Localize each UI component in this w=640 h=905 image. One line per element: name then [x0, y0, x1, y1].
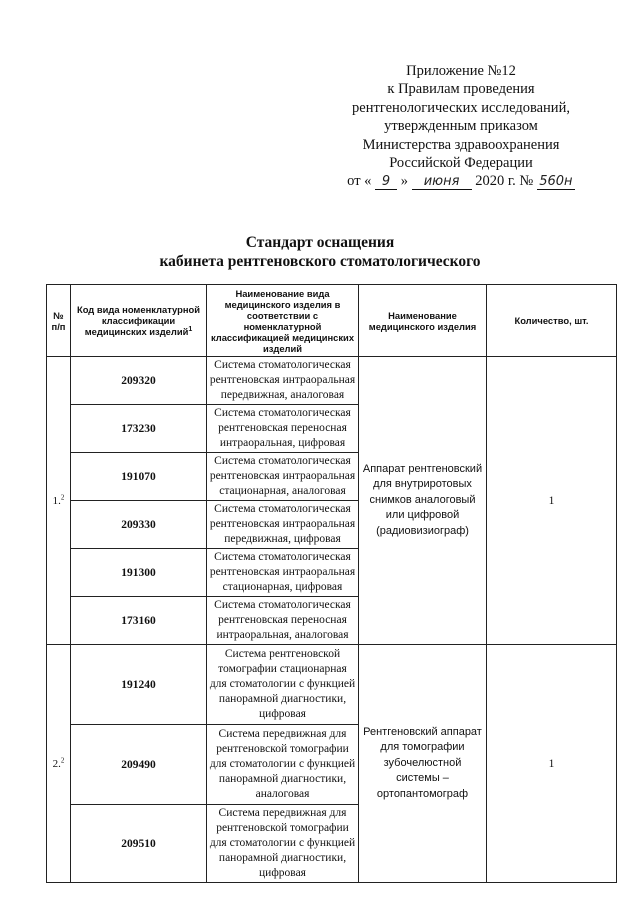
kind-code: 209490 — [71, 725, 207, 805]
date-year: 2020 г. № — [475, 173, 534, 190]
table-row — [47, 645, 617, 725]
kind-code: 209320 — [71, 357, 207, 405]
kind-code: 209330 — [71, 501, 207, 549]
header-kind: Наименование вида медицинского изделия в соответствии с номенклатурной классификацией медицинских изделий — [207, 285, 359, 357]
header-name: Наименование медицинского изделия — [359, 285, 487, 357]
table-row — [47, 357, 617, 405]
header-qty: Количество, шт. — [487, 285, 617, 357]
document-title — [0, 233, 640, 271]
group-number: 2.$^2$ — [47, 645, 71, 883]
kind-code: 173160 — [71, 597, 207, 645]
kind-name: Система стоматологическая рентгеновская переносная интраоральная, аналоговая — [207, 597, 359, 645]
kind-code: 191300 — [71, 549, 207, 597]
kind-name: Система передвижная для рентгеновской томографии для стоматологии с функцией панорамной диагностики, аналоговая — [207, 725, 359, 805]
handwritten-number: 560н — [537, 175, 575, 190]
date-prefix: от « — [347, 173, 372, 190]
header-code: Код вида номенклатурной классификации медицинских изделий$^1$ — [71, 285, 207, 357]
kind-code: 191070 — [71, 453, 207, 501]
date-mid: » — [400, 173, 408, 190]
appendix-line: рентгенологических исследований, — [352, 99, 570, 116]
kind-name: Система стоматологическая рентгеновская интраоральная передвижная, цифровая — [207, 501, 359, 549]
device-name: Рентгеновский аппарат для томографии зубочелюстной системы – ортопантомограф — [359, 645, 487, 883]
kind-name: Система рентгеновской томографии стационарная для стоматологии с функцией панорамной диагностики, цифровая — [207, 645, 359, 725]
kind-name: Система стоматологическая рентгеновская интраоральная стационарная, аналоговая — [207, 453, 359, 501]
appendix-line: Приложение №12 — [406, 63, 516, 79]
equipment-table — [46, 284, 617, 883]
appendix-line: Министерства здравоохранения — [362, 136, 560, 153]
title-line-2: кабинета рентгеновского стоматологического — [159, 253, 481, 270]
kind-code: 209510 — [71, 805, 207, 883]
handwritten-day: 9 — [375, 175, 397, 190]
group-number: 1.$^2$ — [47, 357, 71, 645]
order-date-line — [330, 172, 592, 190]
kind-name: Система передвижная для рентгеновской томографии для стоматологии с функцией панорамной диагностики, цифровая — [207, 805, 359, 883]
title-line-1: Стандарт оснащения — [245, 234, 395, 251]
appendix-header — [330, 62, 592, 191]
table-header-row — [47, 285, 617, 357]
quantity: 1 — [487, 357, 617, 645]
device-name: Аппарат рентгеновский для внутриротовых снимков аналоговый или цифровой (радиовизиограф) — [359, 357, 487, 645]
appendix-line: утвержденным приказом — [384, 118, 538, 135]
handwritten-month: июня — [412, 175, 472, 190]
kind-code: 173230 — [71, 405, 207, 453]
header-num: № п/п — [47, 285, 71, 357]
kind-code: 191240 — [71, 645, 207, 725]
quantity: 1 — [487, 645, 617, 883]
appendix-line: Российской Федерации — [389, 155, 533, 172]
kind-name: Система стоматологическая рентгеновская переносная интраоральная, цифровая — [207, 405, 359, 453]
appendix-line: к Правилам проведения — [387, 81, 535, 98]
kind-name: Система стоматологическая рентгеновская интраоральная передвижная, аналоговая — [207, 357, 359, 405]
kind-name: Система стоматологическая рентгеновская интраоральная стационарная, цифровая — [207, 549, 359, 597]
